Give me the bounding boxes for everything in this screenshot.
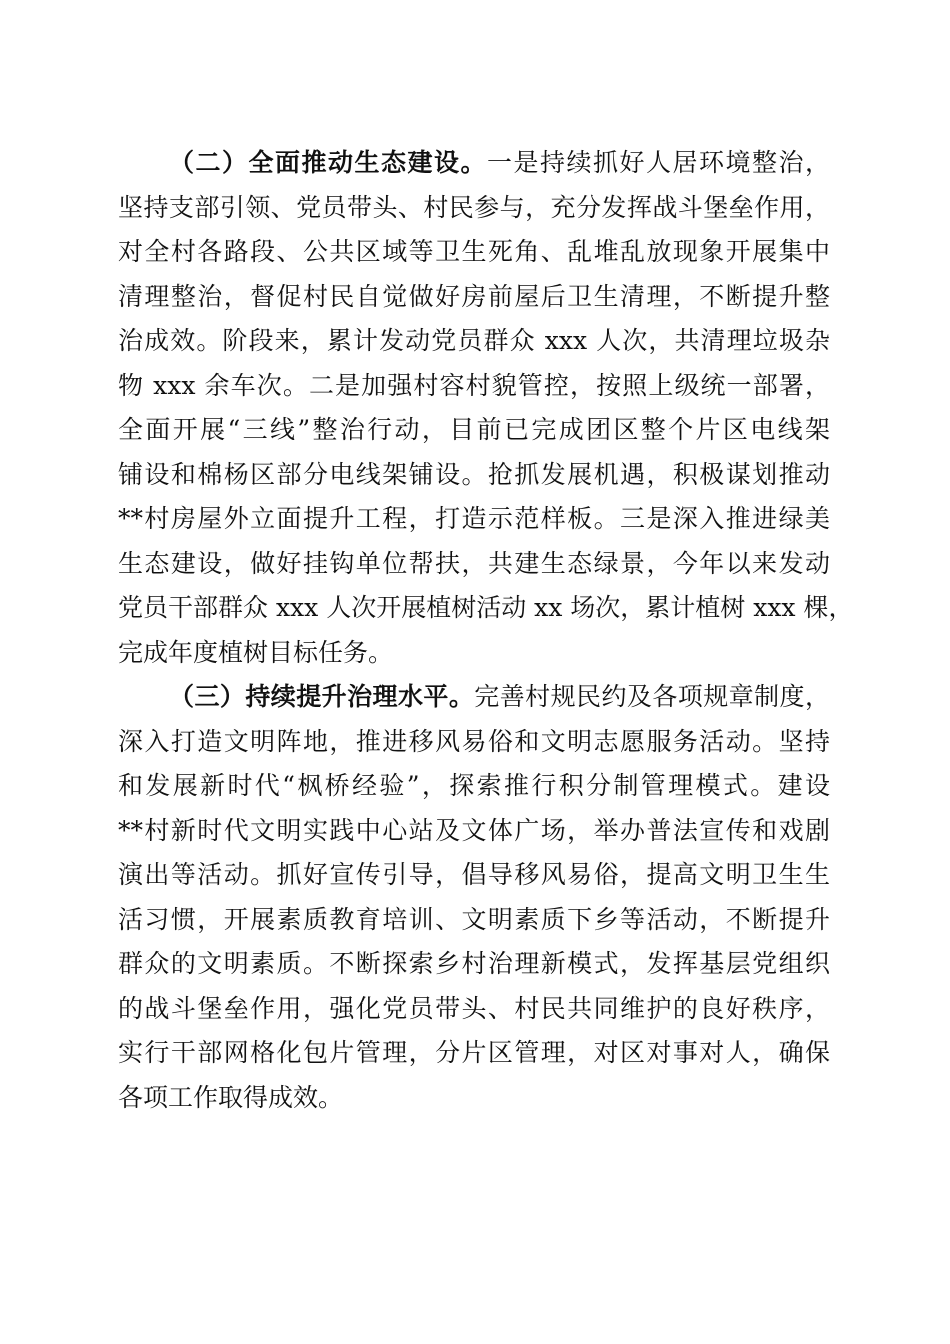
section-2-line: 治成效。阶段来，累计发动党员群众 xxx 人次，共清理垃圾杂 xyxy=(118,326,830,355)
section-2-line: 铺设和棉杨区部分电线架铺设。抢抓发展机遇，积极谋划推动 xyxy=(118,459,830,489)
section-2-line: 清理整治，督促村民自觉做好房前屋后卫生清理，不断提升整 xyxy=(118,281,830,311)
section-3-last-line: 各项工作取得成效。 xyxy=(118,1082,344,1112)
document-body xyxy=(118,141,854,1120)
section-2-heading: （二）全面推动生态建设。 xyxy=(169,148,487,177)
section-2-line: **村房屋外立面提升工程，打造示范样板。三是深入推进绿美 xyxy=(118,504,830,533)
section-2-line: 全面开展“三线”整治行动，目前已完成团区整个片区电线架 xyxy=(118,415,830,444)
section-3-line: 群众的文明素质。不断探索乡村治理新模式，发挥基层党组织 xyxy=(118,949,830,978)
section-3-first-line-text: 完善村规民约及各项规章制度， xyxy=(474,682,830,711)
section-2-line: 坚持支部引领、党员带头、村民参与，充分发挥战斗堡垒作用， xyxy=(118,192,830,222)
section-3-first-line xyxy=(118,675,830,720)
section-2-line: 物 xxx 余车次。二是加强村容村貌管控，按照上级统一部署， xyxy=(118,370,830,400)
section-3-line: 和发展新时代“枫桥经验”，探索推行积分制管理模式。建设 xyxy=(118,771,830,800)
section-2-last-line: 完成年度植树目标任务。 xyxy=(118,637,394,667)
section-3-line: 深入打造文明阵地，推进移风易俗和文明志愿服务活动。坚持 xyxy=(118,726,830,756)
section-3-line: 的战斗堡垒作用，强化党员带头、村民共同维护的良好秩序， xyxy=(118,993,830,1023)
section-3-line: **村新时代文明实践中心站及文体广场，举办普法宣传和戏剧 xyxy=(118,815,830,845)
section-3-heading: （三）持续提升治理水平。 xyxy=(169,682,475,711)
section-2-line: 对全村各路段、公共区域等卫生死角、乱堆乱放现象开展集中 xyxy=(118,237,830,266)
section-3-line: 演出等活动。抓好宣传引导，倡导移风易俗，提高文明卫生生 xyxy=(118,860,830,889)
section-2-first-line xyxy=(118,141,830,186)
section-3-line: 实行干部网格化包片管理，分片区管理，对区对事对人，确保 xyxy=(118,1038,830,1067)
section-2-line: 生态建设，做好挂钩单位帮扶，共建生态绿景，今年以来发动 xyxy=(118,548,830,578)
section-3-line: 活习惯，开展素质教育培训、文明素质下乡等活动，不断提升 xyxy=(118,904,830,934)
section-2-first-line-text: 一是持续抓好人居环境整治， xyxy=(487,148,830,177)
section-2-line: 党员干部群众 xxx 人次开展植树活动 xx 场次，累计植树 xxx 棵， xyxy=(118,593,854,622)
